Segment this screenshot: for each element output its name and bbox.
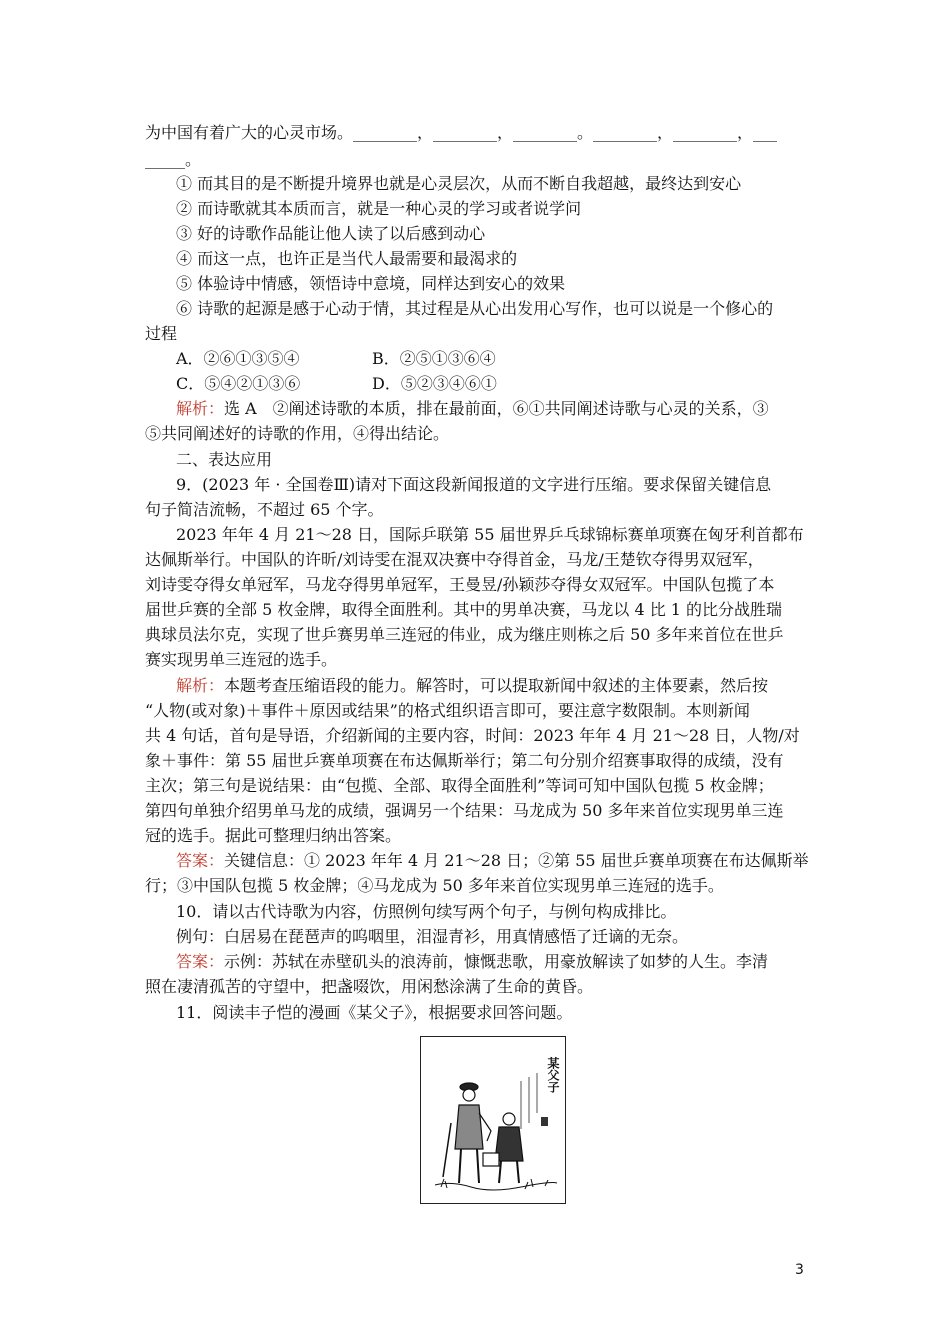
choice-a: A．②⑥①③⑤④ bbox=[176, 349, 300, 368]
q9-answer-1 bbox=[176, 849, 809, 873]
cartoon-drawing bbox=[421, 1037, 565, 1203]
analysis-text: 本题考查压缩语段的能力。解答时，可以提取新闻中叙述的主体要素，然后按 bbox=[224, 676, 769, 695]
q9-stem-1: 9．(2023 年 · 全国卷Ⅲ)请对下面这段新闻报道的文字进行压缩。要求保留关键信息 bbox=[176, 475, 772, 494]
q9-analysis-2: “人物(或对象)＋事件＋原因或结果”的格式组织语言即可，要注意字数限制。本则新闻 bbox=[145, 701, 750, 720]
q8-option-1: ① 而其目的是不断提升境界也就是心灵层次，从而不断自我超越，最终达到安心 bbox=[176, 174, 742, 193]
intro-line-1: 为中国有着广大的心灵市场。________，________，________。________，________，___ bbox=[145, 123, 778, 142]
q8-option-5: ⑤ 体验诗中情感，领悟诗中意境，同样达到安心的效果 bbox=[176, 274, 566, 293]
section-heading: 二、表达应用 bbox=[176, 450, 273, 469]
q8-option-2: ② 而诗歌就其本质而言，就是一种心灵的学习或者说学问 bbox=[176, 199, 582, 218]
q8-option-3: ③ 好的诗歌作品能让他人读了以后感到动心 bbox=[176, 224, 486, 243]
q10-stem: 10．请以古代诗歌为内容，仿照例句续写两个句子，与例句构成排比。 bbox=[176, 902, 677, 921]
q8-option-4: ④ 而这一点，也许正是当代人最需要和最渴求的 bbox=[176, 249, 518, 268]
seal-mark bbox=[541, 1117, 548, 1126]
q9-stem-2: 句子简洁流畅，不超过 65 个字。 bbox=[145, 500, 384, 519]
answer-label: 答案： bbox=[176, 952, 225, 971]
son-figure bbox=[483, 1113, 523, 1183]
q8-option-6: ⑥ 诗歌的起源是感于心动于情，其过程是从心出发用心写作，也可以说是一个修心的 bbox=[176, 299, 774, 318]
answer-text: 示例：苏轼在赤壁矶头的浪涛前，慷慨悲歌，用豪放解读了如梦的人生。李清 bbox=[224, 952, 769, 971]
analysis-label: 解析： bbox=[176, 399, 225, 418]
q8-choices-row-2 bbox=[176, 372, 576, 396]
q8-analysis-1 bbox=[176, 397, 769, 421]
answer-label: 答案： bbox=[176, 851, 225, 870]
q11-stem: 11．阅读丰子恺的漫画《某父子》，根据要求回答问题。 bbox=[176, 1003, 573, 1022]
q9-news-4: 届世乒赛的全部 5 枚金牌，取得全面胜利。其中的男单决赛，马龙以 4 比 1 的比分战胜瑞 bbox=[145, 600, 783, 619]
q10-example: 例句：白居易在琵琶声的呜咽里，泪湿青衫，用真情感悟了迁谪的无奈。 bbox=[176, 927, 689, 946]
q8-option-6-cont: 过程 bbox=[145, 324, 178, 343]
ground-grass bbox=[435, 1179, 557, 1190]
q9-analysis-5: 主次；第三句是说结果：由“包揽、全部、取得全面胜利”等词可知中国队包揽 5 枚金牌； bbox=[145, 776, 774, 795]
q10-answer-1 bbox=[176, 950, 768, 974]
choice-b: B．②⑤①③⑥④ bbox=[372, 349, 496, 368]
q9-analysis-1 bbox=[176, 674, 768, 698]
answer-text: 关键信息：① 2023 年年 4 月 21～28 日；②第 55 届世乒赛单项赛在布达佩斯举 bbox=[224, 851, 809, 870]
q9-answer-2: 行；③中国队包揽 5 枚金牌；④马龙成为 50 多年来首位实现男单三连冠的选手。 bbox=[145, 876, 724, 895]
father-figure bbox=[443, 1083, 491, 1183]
cartoon-illustration bbox=[420, 1036, 566, 1204]
q9-analysis-3: 共 4 句话，首句是导语，介绍新闻的主要内容，时间：2023 年年 4 月 21～28 日，人物/对 bbox=[145, 726, 800, 745]
q9-news-1: 2023 年年 4 月 21～28 日，国际乒联第 55 届世界乒乓球锦标赛单项赛在匈牙利首都布 bbox=[176, 525, 804, 544]
q9-news-5: 典球员法尔克，实现了世乒赛男单三连冠的伟业，成为继庄则栋之后 50 多年来首位在世乒 bbox=[145, 625, 784, 644]
q9-analysis-4: 象＋事件：第 55 届世乒赛单项赛在布达佩斯举行；第二句分别介绍赛事取得的成绩，没有 bbox=[145, 751, 784, 770]
choice-c: C．⑤④②①③⑥ bbox=[176, 374, 301, 393]
q9-analysis-6: 第四句单独介绍男单马龙的成绩，强调另一个结果：马龙成为 50 多年来首位实现男单三连 bbox=[145, 801, 784, 820]
intro-line-2: _____。 bbox=[145, 150, 202, 169]
q9-news-6: 赛实现男单三连冠的选手。 bbox=[145, 650, 338, 669]
q9-news-3: 刘诗雯夺得女单冠军，马龙夺得男单冠军，王曼昱/孙颖莎夺得女双冠军。中国队包揽了本 bbox=[145, 575, 775, 594]
inscription-marks bbox=[521, 1073, 537, 1129]
page-number: 3 bbox=[795, 1262, 804, 1278]
q9-news-2: 达佩斯举行。中国队的许昕/刘诗雯在混双决赛中夺得首金，马龙/王楚钦夺得男双冠军， bbox=[145, 550, 764, 569]
cartoon-title: 某父子 bbox=[546, 1057, 560, 1093]
q8-analysis-2: ⑤共同阐述好的诗歌的作用，④得出结论。 bbox=[145, 424, 450, 443]
q10-answer-2: 照在凄清孤苦的守望中，把盏啜饮，用闲愁涂满了生命的黄昏。 bbox=[145, 977, 594, 996]
q8-choices-row-1 bbox=[176, 347, 576, 371]
analysis-text: 选 A ②阐述诗歌的本质，排在最前面，⑥①共同阐述诗歌与心灵的关系，③ bbox=[224, 399, 769, 418]
analysis-label: 解析： bbox=[176, 676, 225, 695]
q9-analysis-7: 冠的选手。据此可整理归纳出答案。 bbox=[145, 826, 402, 845]
choice-d: D．⑤②③④⑥① bbox=[372, 374, 497, 393]
